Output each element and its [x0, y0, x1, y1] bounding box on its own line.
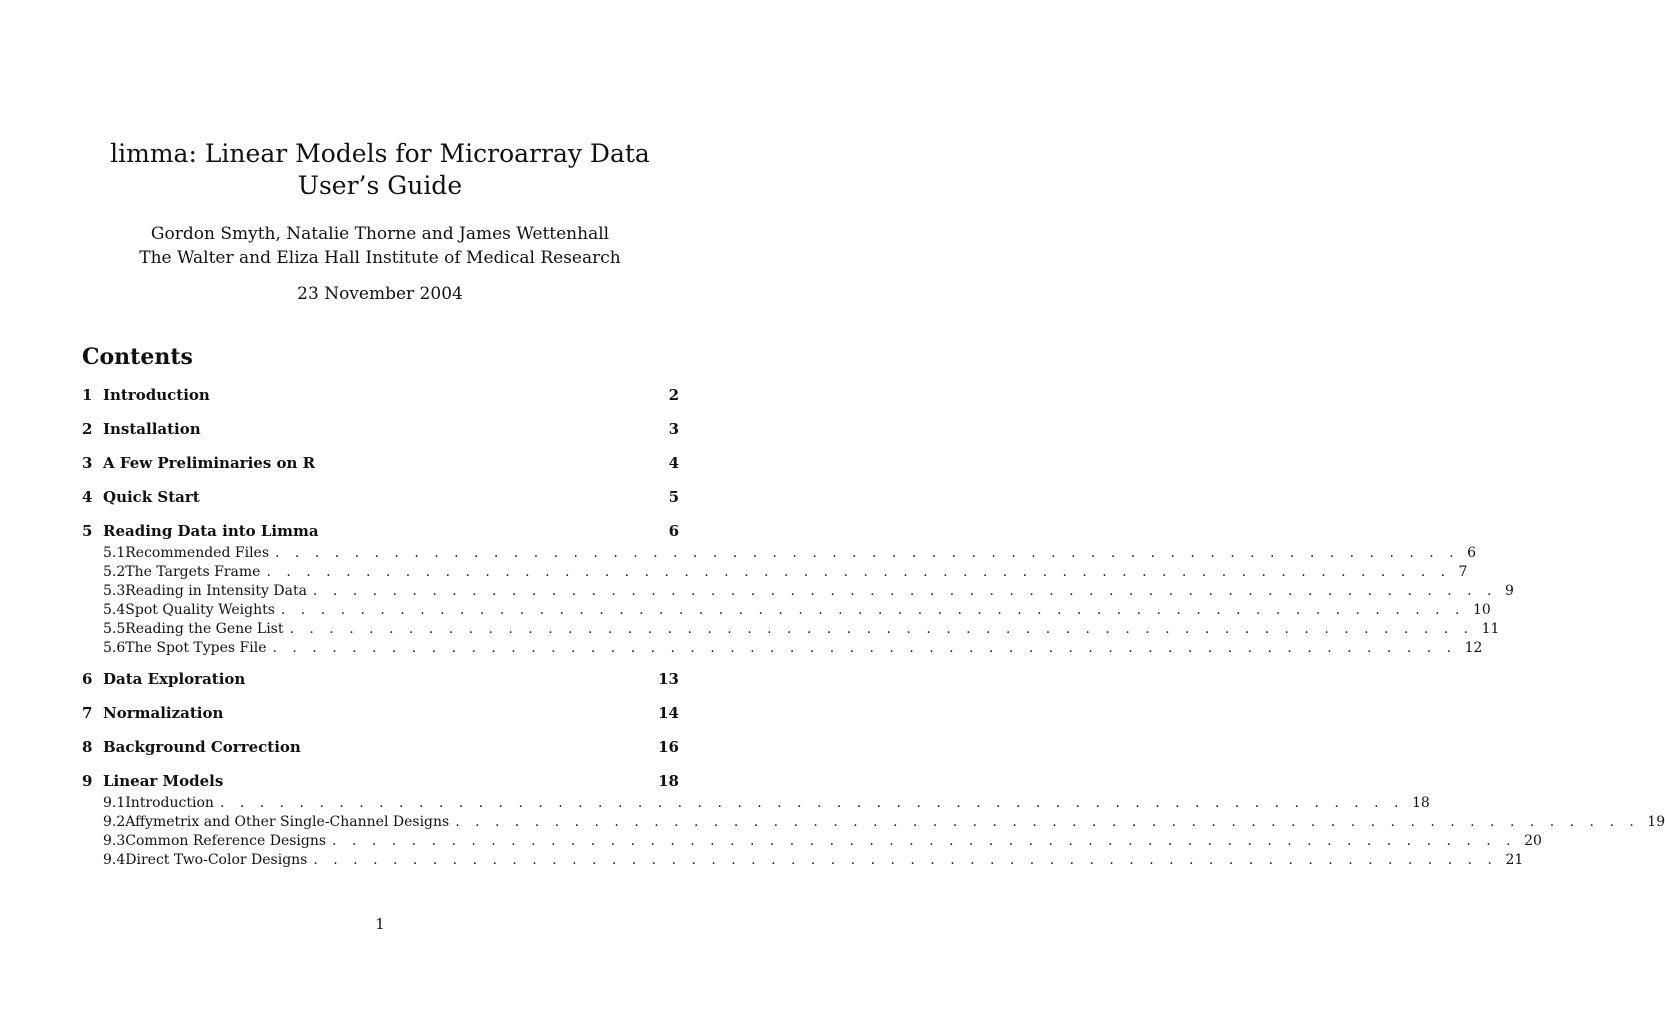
document-title-line1: limma: Linear Models for Microarray Data	[110, 139, 650, 168]
toc-subsection-title: Affymetrix and Other Single-Channel Designs	[125, 814, 450, 830]
toc-subsection-number: 5.6	[103, 640, 126, 656]
toc-section-title: Quick Start	[103, 488, 200, 506]
toc-subsection-number: 9.1	[103, 795, 126, 811]
toc-section-number: 3	[82, 454, 93, 472]
toc-section-title: Reading Data into Limma	[103, 522, 319, 540]
toc-section-number: 8	[82, 738, 93, 756]
toc-subsection-9.2[interactable]	[82, 813, 1665, 832]
contents-heading: Contents	[82, 344, 193, 370]
toc-subsection-page: 12	[1464, 640, 1483, 656]
page-number: 1	[375, 915, 385, 933]
toc-leader-dots: . . . . . . . . . . . . . . . . . . . . . . . . . . . . . . . . . . . . . . . . . . . . . . . . . . . . . . . . . . . .	[272, 640, 1457, 656]
toc-section-1[interactable]	[82, 383, 679, 408]
toc-subsection-title: Common Reference Designs	[125, 833, 327, 849]
toc-subsection-page: 11	[1481, 621, 1500, 637]
toc-section-title: Normalization	[103, 704, 224, 722]
toc-section-7[interactable]	[82, 701, 679, 726]
toc-section-page: 16	[658, 738, 679, 756]
toc-section-title: Introduction	[103, 386, 210, 404]
toc-subsection-title: Introduction	[125, 795, 214, 811]
toc-subsection-page: 18	[1412, 795, 1430, 811]
toc-section-number: 2	[82, 420, 93, 438]
toc-section-2[interactable]	[82, 417, 679, 442]
toc-leader-dots: . . . . . . . . . . . . . . . . . . . . . . . . . . . . . . . . . . . . . . . . . . . . . . . . . . . . . . . . . . . .	[312, 583, 1497, 599]
toc-subsection-number: 9.4	[103, 852, 126, 868]
toc-subsection-number: 5.3	[103, 583, 126, 599]
toc-section-title: Linear Models	[103, 772, 224, 790]
toc-section-4[interactable]	[82, 485, 679, 510]
toc-leader-dots: . . . . . . . . . . . . . . . . . . . . . . . . . . . . . . . . . . . . . . . . . . . . . . . . . . . . . . . . . . . .	[266, 564, 1451, 580]
toc-subsection-5.2[interactable]	[82, 563, 1468, 582]
toc-leader-dots: . . . . . . . . . . . . . . . . . . . . . . . . . . . . . . . . . . . . . . . . . . . . . . . . . . . . . . . . . . . .	[332, 833, 1517, 849]
toc-section-page: 14	[658, 704, 679, 722]
toc-section-page: 6	[668, 522, 679, 540]
toc-section-page: 2	[668, 386, 679, 404]
toc-subsection-title: Spot Quality Weights	[125, 602, 275, 618]
toc-section-page: 18	[658, 772, 679, 790]
toc-section-number: 5	[82, 522, 93, 540]
toc-section-page: 5	[668, 488, 679, 506]
toc-leader-dots: . . . . . . . . . . . . . . . . . . . . . . . . . . . . . . . . . . . . . . . . . . . . . . . . . . . . . . . . . . . .	[313, 852, 1498, 868]
document-date: 23 November 2004	[297, 284, 463, 304]
toc-section-title: A Few Preliminaries on R	[103, 454, 316, 472]
toc-section-title: Background Correction	[103, 738, 301, 756]
toc-subsection-9.1[interactable]	[82, 794, 1430, 813]
authors: Gordon Smyth, Natalie Thorne and James Wettenhall	[150, 224, 610, 244]
toc-leader-dots: . . . . . . . . . . . . . . . . . . . . . . . . . . . . . . . . . . . . . . . . . . . . . . . . . . . . . . . . . . . .	[289, 621, 1474, 637]
toc-subsection-5.5[interactable]	[82, 620, 1500, 639]
institution: The Walter and Eliza Hall Institute of Medical Research	[139, 248, 621, 268]
toc-subsection-number: 9.3	[103, 833, 126, 849]
toc-subsection-title: The Targets Frame	[125, 564, 261, 580]
toc-subsection-number: 5.1	[103, 545, 126, 561]
toc-subsection-page: 9	[1505, 583, 1514, 599]
toc-subsection-page: 19	[1647, 814, 1665, 830]
toc-subsection-5.3[interactable]	[82, 582, 1514, 601]
toc-subsection-number: 5.5	[103, 621, 126, 637]
toc-section-6[interactable]	[82, 667, 679, 692]
toc-section-8[interactable]	[82, 735, 679, 760]
toc-subsection-page: 7	[1458, 564, 1468, 580]
toc-section-number: 1	[82, 386, 93, 404]
toc-section-number: 6	[82, 670, 93, 688]
toc-section-number: 9	[82, 772, 93, 790]
toc-section-page: 4	[668, 454, 679, 472]
toc-subsection-9.3[interactable]	[82, 832, 1542, 851]
toc-section-number: 4	[82, 488, 93, 506]
table-of-contents	[82, 383, 1665, 870]
toc-section-number: 7	[82, 704, 93, 722]
toc-subsection-title: Reading in Intensity Data	[125, 583, 307, 599]
toc-subsection-title: Direct Two-Color Designs	[125, 852, 308, 868]
toc-section-page: 13	[658, 670, 679, 688]
toc-section-title: Data Exploration	[103, 670, 246, 688]
toc-subsection-5.1[interactable]	[82, 544, 1477, 563]
title-block	[0, 138, 760, 306]
toc-section-title: Installation	[103, 420, 201, 438]
toc-subsection-title: The Spot Types File	[125, 640, 267, 656]
toc-section-5[interactable]	[82, 519, 679, 544]
toc-leader-dots: . . . . . . . . . . . . . . . . . . . . . . . . . . . . . . . . . . . . . . . . . . . . . . . . . . . . . . . . . . . .	[275, 545, 1460, 561]
toc-subsection-title: Reading the Gene List	[125, 621, 284, 637]
toc-subsection-number: 5.4	[103, 602, 126, 618]
toc-section-page: 3	[668, 420, 679, 438]
toc-subsection-9.4[interactable]	[82, 851, 1524, 870]
toc-leader-dots: . . . . . . . . . . . . . . . . . . . . . . . . . . . . . . . . . . . . . . . . . . . . . . . . . . . . . . . . . . . .	[455, 814, 1640, 830]
toc-section-9[interactable]	[82, 769, 679, 794]
toc-subsection-page: 6	[1467, 545, 1477, 561]
toc-subsection-5.4[interactable]	[82, 601, 1491, 620]
toc-subsection-number: 5.2	[103, 564, 126, 580]
toc-subsection-page: 10	[1472, 602, 1491, 618]
toc-subsection-page: 21	[1505, 852, 1524, 868]
toc-subsection-title: Recommended Files	[125, 545, 270, 561]
toc-leader-dots: . . . . . . . . . . . . . . . . . . . . . . . . . . . . . . . . . . . . . . . . . . . . . . . . . . . . . . . . . . . .	[219, 795, 1405, 811]
toc-leader-dots: . . . . . . . . . . . . . . . . . . . . . . . . . . . . . . . . . . . . . . . . . . . . . . . . . . . . . . . . . . . .	[280, 602, 1465, 618]
toc-section-3[interactable]	[82, 451, 679, 476]
toc-subsection-number: 9.2	[103, 814, 126, 830]
toc-subsection-page: 20	[1524, 833, 1542, 849]
toc-subsection-5.6[interactable]	[82, 639, 1483, 658]
document-title-line2: User’s Guide	[297, 171, 463, 200]
